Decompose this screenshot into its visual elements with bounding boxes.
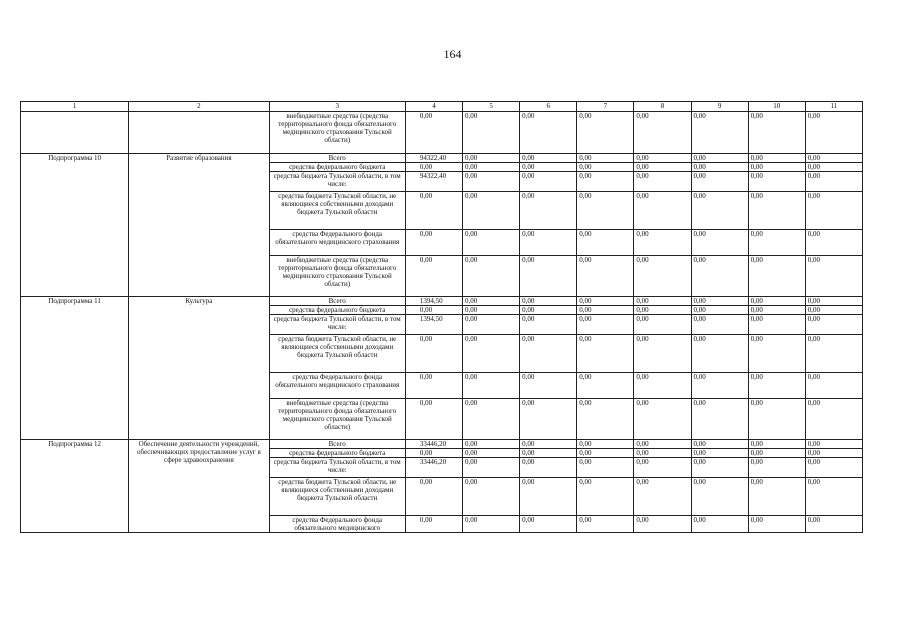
- amount-cell: 0,00: [748, 399, 805, 440]
- amount-cell: 0,00: [634, 516, 691, 533]
- amount-cell: 0,00: [748, 230, 805, 256]
- amount-cell: 1394,50: [405, 297, 462, 306]
- amount-cell: 0,00: [805, 315, 862, 335]
- amount-cell: 0,00: [463, 516, 520, 533]
- amount-cell: 0,00: [691, 306, 748, 315]
- amount-cell: 0,00: [805, 112, 862, 154]
- amount-cell: 0,00: [805, 297, 862, 306]
- funding-source-cell: Всего: [269, 440, 405, 449]
- amount-cell: 0,00: [405, 399, 462, 440]
- funding-source-cell: внебюджетные средства (средства территориального фонда обязательного медицинского страхования Тульской области): [269, 399, 405, 440]
- amount-cell: 0,00: [577, 112, 634, 154]
- amount-cell: 0,00: [520, 478, 577, 516]
- funding-source-cell: средства бюджета Тульской области, не являющиеся собственными доходами бюджета Тульской области: [269, 478, 405, 516]
- amount-cell: 0,00: [748, 172, 805, 192]
- amount-cell: 0,00: [634, 478, 691, 516]
- funding-source-cell: средства Федерального фонда обязательного медицинского страхования: [269, 230, 405, 256]
- amount-cell: 0,00: [748, 373, 805, 399]
- funding-source-cell: средства федерального бюджета: [269, 163, 405, 172]
- amount-cell: 0,00: [691, 154, 748, 163]
- amount-cell: 0,00: [634, 399, 691, 440]
- amount-cell: 0,00: [805, 306, 862, 315]
- table-row: [21, 154, 863, 163]
- amount-cell: 0,00: [805, 256, 862, 297]
- amount-cell: 0,00: [577, 373, 634, 399]
- amount-cell: 0,00: [405, 516, 462, 533]
- amount-cell: 0,00: [634, 315, 691, 335]
- amount-cell: 0,00: [463, 112, 520, 154]
- subprogram-label: Подпрограмма 11: [21, 297, 129, 440]
- amount-cell: 0,00: [805, 154, 862, 163]
- table-body: [21, 112, 863, 533]
- subprogram-name: Развитие образования: [129, 154, 269, 297]
- column-header: 11: [805, 102, 862, 112]
- column-header: 8: [634, 102, 691, 112]
- amount-cell: 0,00: [805, 192, 862, 230]
- amount-cell: 0,00: [691, 256, 748, 297]
- amount-cell: 0,00: [405, 192, 462, 230]
- amount-cell: 0,00: [577, 399, 634, 440]
- budget-table: [20, 101, 863, 533]
- amount-cell: 0,00: [691, 478, 748, 516]
- amount-cell: 0,00: [748, 154, 805, 163]
- amount-cell: 0,00: [691, 192, 748, 230]
- subprogram-label: Подпрограмма 12: [21, 440, 129, 533]
- amount-cell: 0,00: [634, 256, 691, 297]
- amount-cell: 0,00: [634, 458, 691, 478]
- amount-cell: 0,00: [691, 315, 748, 335]
- funding-source-cell: средства Федерального фонда обязательного медицинского: [269, 516, 405, 533]
- amount-cell: 0,00: [805, 440, 862, 449]
- funding-source-cell: средства федерального бюджета: [269, 306, 405, 315]
- amount-cell: 0,00: [577, 154, 634, 163]
- column-header: 5: [463, 102, 520, 112]
- amount-cell: 0,00: [405, 335, 462, 373]
- amount-cell: 0,00: [577, 335, 634, 373]
- amount-cell: 0,00: [520, 256, 577, 297]
- amount-cell: 0,00: [577, 516, 634, 533]
- amount-cell: 0,00: [805, 516, 862, 533]
- amount-cell: 0,00: [691, 458, 748, 478]
- amount-cell: 0,00: [463, 172, 520, 192]
- amount-cell: 0,00: [463, 297, 520, 306]
- funding-source-cell: средства бюджета Тульской области, в том числе:: [269, 458, 405, 478]
- amount-cell: 0,00: [805, 449, 862, 458]
- amount-cell: 0,00: [691, 230, 748, 256]
- amount-cell: 0,00: [463, 306, 520, 315]
- subprogram-name: Культура: [129, 297, 269, 440]
- amount-cell: 0,00: [634, 154, 691, 163]
- amount-cell: 0,00: [405, 478, 462, 516]
- amount-cell: 0,00: [748, 516, 805, 533]
- amount-cell: 1394,50: [405, 315, 462, 335]
- funding-source-cell: средства бюджета Тульской области, в том числе:: [269, 172, 405, 192]
- amount-cell: 33446,20: [405, 440, 462, 449]
- amount-cell: 0,00: [691, 440, 748, 449]
- amount-cell: 94322,40: [405, 154, 462, 163]
- amount-cell: 0,00: [463, 449, 520, 458]
- program-cell: [21, 112, 129, 154]
- funding-source-cell: средства Федерального фонда обязательного медицинского страхования: [269, 373, 405, 399]
- table-row: [21, 297, 863, 306]
- amount-cell: 0,00: [805, 230, 862, 256]
- amount-cell: 0,00: [634, 172, 691, 192]
- amount-cell: 0,00: [463, 230, 520, 256]
- amount-cell: 0,00: [634, 112, 691, 154]
- amount-cell: 0,00: [805, 172, 862, 192]
- page-number: 164: [443, 47, 462, 61]
- amount-cell: 0,00: [634, 230, 691, 256]
- amount-cell: 0,00: [405, 306, 462, 315]
- amount-cell: 0,00: [691, 373, 748, 399]
- amount-cell: 0,00: [577, 172, 634, 192]
- amount-cell: 0,00: [520, 192, 577, 230]
- funding-source-cell: средства бюджета Тульской области, в том числе:: [269, 315, 405, 335]
- amount-cell: 0,00: [520, 163, 577, 172]
- funding-source-cell: средства бюджета Тульской области, не являющиеся собственными доходами бюджета Тульской области: [269, 192, 405, 230]
- funding-source-cell: внебюджетные средства (средства территориального фонда обязательного медицинского страхования Тульской области): [269, 256, 405, 297]
- amount-cell: 0,00: [634, 297, 691, 306]
- amount-cell: 0,00: [691, 163, 748, 172]
- funding-source-cell: Всего: [269, 154, 405, 163]
- amount-cell: 0,00: [805, 373, 862, 399]
- amount-cell: 0,00: [577, 315, 634, 335]
- amount-cell: 0,00: [691, 399, 748, 440]
- amount-cell: 0,00: [577, 478, 634, 516]
- column-header: 9: [691, 102, 748, 112]
- amount-cell: 0,00: [805, 163, 862, 172]
- amount-cell: 0,00: [405, 163, 462, 172]
- amount-cell: 0,00: [520, 230, 577, 256]
- amount-cell: 0,00: [577, 458, 634, 478]
- amount-cell: 0,00: [748, 112, 805, 154]
- amount-cell: 0,00: [748, 315, 805, 335]
- amount-cell: 0,00: [463, 192, 520, 230]
- amount-cell: 0,00: [463, 163, 520, 172]
- amount-cell: 0,00: [463, 440, 520, 449]
- funding-source-cell: средства бюджета Тульской области, не являющиеся собственными доходами бюджета Тульской области: [269, 335, 405, 373]
- column-header: 6: [520, 102, 577, 112]
- column-header: 2: [129, 102, 269, 112]
- column-header: 4: [405, 102, 462, 112]
- amount-cell: 0,00: [634, 449, 691, 458]
- amount-cell: 0,00: [463, 373, 520, 399]
- table-row: [21, 112, 863, 154]
- amount-cell: 0,00: [691, 297, 748, 306]
- amount-cell: 0,00: [520, 516, 577, 533]
- amount-cell: 0,00: [805, 478, 862, 516]
- amount-cell: 0,00: [520, 399, 577, 440]
- funding-source-cell: средства федерального бюджета: [269, 449, 405, 458]
- amount-cell: 0,00: [520, 306, 577, 315]
- amount-cell: 0,00: [748, 256, 805, 297]
- header-row: [21, 102, 863, 112]
- amount-cell: 0,00: [520, 335, 577, 373]
- amount-cell: 0,00: [520, 440, 577, 449]
- amount-cell: 0,00: [634, 306, 691, 315]
- amount-cell: 0,00: [463, 256, 520, 297]
- amount-cell: 0,00: [405, 449, 462, 458]
- amount-cell: 0,00: [577, 230, 634, 256]
- name-cell: [129, 112, 269, 154]
- amount-cell: 0,00: [634, 440, 691, 449]
- amount-cell: 0,00: [463, 154, 520, 163]
- subprogram-label: Подпрограмма 10: [21, 154, 129, 297]
- amount-cell: 0,00: [748, 440, 805, 449]
- amount-cell: 0,00: [691, 516, 748, 533]
- table-header: [21, 102, 863, 112]
- amount-cell: 0,00: [463, 458, 520, 478]
- amount-cell: 0,00: [577, 256, 634, 297]
- amount-cell: 0,00: [577, 163, 634, 172]
- amount-cell: 0,00: [520, 449, 577, 458]
- amount-cell: 0,00: [634, 192, 691, 230]
- amount-cell: 0,00: [691, 112, 748, 154]
- amount-cell: 0,00: [748, 192, 805, 230]
- amount-cell: 0,00: [691, 335, 748, 373]
- amount-cell: 0,00: [463, 399, 520, 440]
- amount-cell: 0,00: [577, 449, 634, 458]
- subprogram-name: Обеспечение деятельности учреждений, обеспечивающих предоставление услуг в сфере здравоохранения: [129, 440, 269, 533]
- amount-cell: 94322,40: [405, 172, 462, 192]
- amount-cell: 0,00: [520, 458, 577, 478]
- amount-cell: 0,00: [520, 297, 577, 306]
- amount-cell: 33446,20: [405, 458, 462, 478]
- amount-cell: 0,00: [748, 335, 805, 373]
- column-header: 10: [748, 102, 805, 112]
- amount-cell: 0,00: [520, 112, 577, 154]
- amount-cell: 0,00: [748, 449, 805, 458]
- amount-cell: 0,00: [691, 172, 748, 192]
- amount-cell: 0,00: [691, 449, 748, 458]
- column-header: 7: [577, 102, 634, 112]
- amount-cell: 0,00: [405, 230, 462, 256]
- amount-cell: 0,00: [805, 458, 862, 478]
- amount-cell: 0,00: [577, 297, 634, 306]
- amount-cell: 0,00: [805, 335, 862, 373]
- amount-cell: 0,00: [577, 192, 634, 230]
- amount-cell: 0,00: [577, 306, 634, 315]
- amount-cell: 0,00: [520, 172, 577, 192]
- amount-cell: 0,00: [748, 306, 805, 315]
- amount-cell: 0,00: [634, 163, 691, 172]
- amount-cell: 0,00: [463, 335, 520, 373]
- amount-cell: 0,00: [748, 478, 805, 516]
- amount-cell: 0,00: [405, 373, 462, 399]
- table-row: [21, 440, 863, 449]
- amount-cell: 0,00: [577, 440, 634, 449]
- amount-cell: 0,00: [463, 478, 520, 516]
- column-header: 1: [21, 102, 129, 112]
- amount-cell: 0,00: [748, 458, 805, 478]
- funding-source-cell: внебюджетные средства (средства территориального фонда обязательного медицинского страхования Тульской области): [269, 112, 405, 154]
- amount-cell: 0,00: [805, 399, 862, 440]
- amount-cell: 0,00: [405, 256, 462, 297]
- amount-cell: 0,00: [520, 315, 577, 335]
- amount-cell: 0,00: [748, 297, 805, 306]
- amount-cell: 0,00: [463, 315, 520, 335]
- funding-source-cell: Всего: [269, 297, 405, 306]
- amount-cell: 0,00: [748, 163, 805, 172]
- column-header: 3: [269, 102, 405, 112]
- amount-cell: 0,00: [520, 373, 577, 399]
- amount-cell: 0,00: [520, 154, 577, 163]
- amount-cell: 0,00: [634, 373, 691, 399]
- amount-cell: 0,00: [634, 335, 691, 373]
- amount-cell: 0,00: [405, 112, 462, 154]
